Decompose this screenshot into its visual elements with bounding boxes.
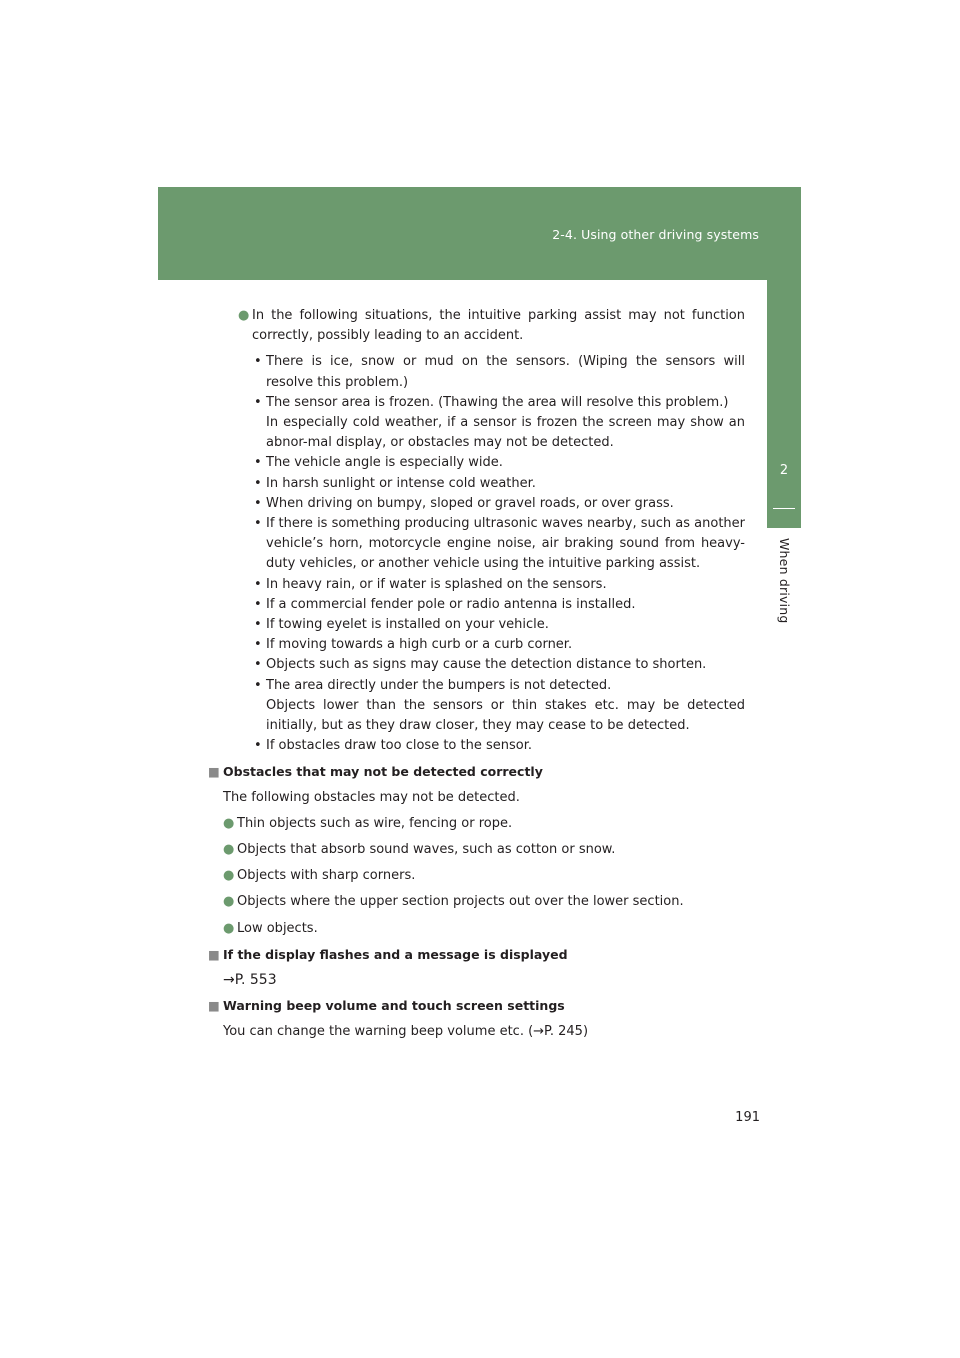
warning-beep-text: You can change the warning beep volume etc. (→P. 245): [223, 1023, 589, 1039]
square-bullet-icon: ■: [208, 998, 220, 1014]
bullet-icon: ●: [223, 920, 235, 936]
list-item-note: Objects lower than the sensors or thin stakes etc. may be detected initially, but as they draw closer, they may cease to be detected.: [266, 697, 745, 734]
bullet-icon: ●: [223, 894, 235, 910]
obstacle-item: ● Objects where the upper section projects out over the lower section.: [208, 892, 745, 912]
list-item: • The sensor area is frozen. (Thawing the area will resolve this problem.) In especially cold weather, if a sensor is frozen the screen may show an abnor-mal display, or obstacles may not be detected.: [252, 393, 745, 454]
obstacle-item: ● Low objects.: [208, 919, 745, 939]
list-item: • If towing eyelet is installed on your vehicle.: [252, 615, 745, 635]
list-item: • In harsh sunlight or intense cold weather.: [252, 474, 745, 494]
square-bullet-icon: ■: [208, 946, 220, 962]
obstacle-item: ● Objects that absorb sound waves, such as cotton or snow.: [208, 840, 745, 860]
obstacle-item: ● Objects with sharp corners.: [208, 866, 745, 886]
list-item: • If a commercial fender pole or radio antenna is installed.: [252, 595, 745, 615]
situations-list: [252, 352, 745, 756]
list-item: • The area directly under the bumpers is not detected. Objects lower than the sensors or thin stakes etc. may be detected initially, but as they draw closer, they may cease to be detected.: [252, 676, 745, 737]
obstacle-item: ● Thin objects such as wire, fencing or rope.: [208, 814, 745, 834]
section-title: 2-4. Using other driving systems: [552, 227, 759, 242]
list-item: • The vehicle angle is especially wide.: [252, 453, 745, 473]
list-item: • If moving towards a high curb or a curb corner.: [252, 635, 745, 655]
bullet-icon: ●: [223, 815, 235, 831]
chapter-number: 2: [779, 463, 789, 478]
chapter-tab: [767, 280, 801, 528]
list-item: • Objects such as signs may cause the detection distance to shorten.: [252, 655, 745, 675]
intro-bullet: [223, 306, 745, 346]
intro-text: In the following situations, the intuitive parking assist may not function correctly, possibly leading to an accident.: [252, 308, 745, 344]
display-flash-heading: ■ If the display flashes and a message is displayed: [208, 945, 745, 965]
chapter-label: When driving: [777, 538, 792, 624]
list-item: • There is ice, snow or mud on the sensors. (Wiping the sensors will resolve this problem.): [252, 352, 745, 392]
square-bullet-icon: ■: [208, 764, 220, 780]
list-item: • If there is something producing ultrasonic waves nearby, such as another vehicle’s horn, motorcycle engine noise, air braking sound from heavy-duty vehicles, or another vehicle using the intuitive parking assist.: [252, 514, 745, 575]
obstacles-intro: The following obstacles may not be detected.: [223, 789, 520, 805]
list-item: • In heavy rain, or if water is splashed on the sensors.: [252, 575, 745, 595]
page-body: [208, 306, 745, 1042]
list-item-note: In especially cold weather, if a sensor is frozen the screen may show an abnor-mal display, or obstacles may not be detected.: [266, 415, 745, 451]
chapter-divider: [773, 508, 795, 509]
page-number: 191: [735, 1110, 760, 1125]
obstacles-heading: ■ Obstacles that may not be detected correctly: [208, 762, 745, 782]
list-item: • When driving on bumpy, sloped or gravel roads, or over grass.: [252, 494, 745, 514]
display-flash-reference[interactable]: →P. 553: [223, 972, 277, 989]
bullet-icon: ●: [223, 868, 235, 884]
list-item: • If obstacles draw too close to the sensor.: [252, 736, 745, 756]
warning-beep-heading: ■ Warning beep volume and touch screen settings: [208, 996, 745, 1016]
header-band: [158, 187, 801, 280]
bullet-icon: ●: [238, 308, 250, 323]
bullet-icon: ●: [223, 842, 235, 858]
